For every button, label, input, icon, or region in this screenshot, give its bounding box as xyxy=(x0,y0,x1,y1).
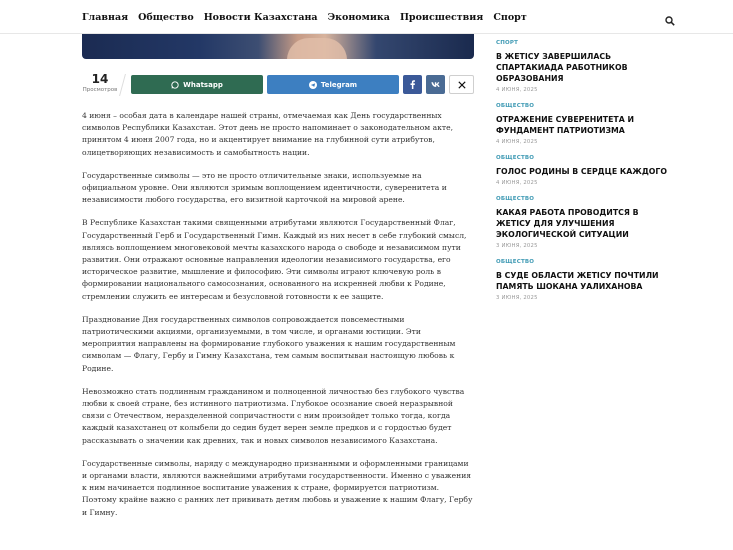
news-category-link[interactable]: ОБЩЕСТВО xyxy=(496,103,535,109)
top-navigation xyxy=(0,0,733,34)
views-label: Просмотров xyxy=(82,87,118,93)
x-share-button[interactable] xyxy=(449,75,474,94)
news-category-link[interactable]: СПОРТ xyxy=(496,40,519,46)
news-title-link[interactable]: ГОЛОС РОДИНЫ В СЕРДЦЕ КАЖДОГО xyxy=(496,167,668,176)
sidebar-latest-news xyxy=(496,40,676,311)
telegram-share-button[interactable] xyxy=(267,75,399,94)
sidebar-news-item xyxy=(496,196,676,249)
nav-menu xyxy=(82,0,683,34)
article-hero-image xyxy=(82,34,474,59)
article-paragraph: Невозможно стать подлинным гражданином и полноценной личностью без глубокого чувства любви к своей стране, без истинного патриотизма. Глубокое осознание своей неразрывной связи с Отечеством, неразделенной сопричастности с ним произойдет только тогда, когда каждый казахстанец от колыбели до седин будет верен земле предков и с гордостью будет рассказывать о значении как древних, так и новых символов независимого Казахстана. xyxy=(82,386,465,445)
views-counter xyxy=(82,72,118,93)
article-paragraph: 4 июня – особая дата в календаре нашей страны, отмечаемая как День государственных символов Республики Казахстан. Этот день не просто напоминает о законодательном акте, принятом 4 июня 2007 года, но и акцентирует внимание на глубинной сути атрибутов, олицетворяющих независимость и самобытность нации. xyxy=(82,111,454,157)
nav-item-sport[interactable]: Спорт xyxy=(493,11,527,23)
article-paragraph: Государственные символы, наряду с международно признанными и оформленными границами и органами власти, являются важнейшими атрибутами государственности. Именно с уважения к ним начинается подлинное воспитание уважения к стране, формируется патриотизм. Поэтому крайне важно с ранних лет прививать детям любовь и уважение к нашим Флагу, Гербу и Гимну. xyxy=(82,458,473,517)
news-date: 3 ИЮНЯ, 2025 xyxy=(496,243,538,249)
news-title-link[interactable]: ОТРАЖЕНИЕ СУВЕРЕНИТЕТА И ФУНДАМЕНТ ПАТРИОТИЗМА xyxy=(496,115,634,135)
news-category-link[interactable]: ОБЩЕСТВО xyxy=(496,259,535,265)
nav-item-home[interactable]: Главная xyxy=(82,11,129,23)
views-count: 14 xyxy=(91,72,109,86)
vk-share-button[interactable] xyxy=(426,75,445,94)
news-date: 4 ИЮНЯ, 2025 xyxy=(496,87,538,93)
news-category-link[interactable]: ОБЩЕСТВО xyxy=(496,196,535,202)
sidebar-news-item xyxy=(496,103,676,145)
share-divider xyxy=(119,74,126,96)
whatsapp-label: Whatsapp xyxy=(183,80,223,89)
news-date: 4 ИЮНЯ, 2025 xyxy=(496,180,538,186)
x-icon xyxy=(458,81,466,89)
news-title-link[interactable]: КАКАЯ РАБОТА ПРОВОДИТСЯ В ЖЕТІСУ ДЛЯ УЛУЧШЕНИЯ ЭКОЛОГИЧЕСКОЙ СИТУАЦИИ xyxy=(496,208,639,239)
nav-item-society[interactable]: Общество xyxy=(138,11,194,23)
whatsapp-share-button[interactable] xyxy=(131,75,263,94)
telegram-icon xyxy=(309,81,317,89)
sidebar-news-item xyxy=(496,155,676,186)
whatsapp-icon xyxy=(171,81,179,89)
nav-item-kazakhstan-news[interactable]: Новости Казахстана xyxy=(203,11,318,23)
telegram-label: Telegram xyxy=(320,80,358,89)
article-paragraph: Государственные символы — это не просто отличительные знаки, используемые на официальном уровне. Они являются зримым воплощением идентичности, суверенитета и независимости любого государства, его визитной карточкой на мировой арене. xyxy=(82,170,447,205)
vk-icon xyxy=(431,81,441,88)
nav-item-incidents[interactable]: Происшествия xyxy=(399,11,484,23)
facebook-share-button[interactable] xyxy=(403,75,422,94)
sidebar-news-item xyxy=(496,259,676,301)
hero-image-detail xyxy=(287,38,347,59)
nav-item-economy[interactable]: Экономика xyxy=(327,11,390,23)
article-paragraph: В Республике Казахстан такими священными атрибутами являются Государственный Флаг, Государственный Герб и Государственный Гимн. Каждый из них несет в себе глубокий смысл, являясь воплощением многовековой мечты казахского народа о свободе и независимом пути развития. Они отражают основные направления идеологии независимого государства, его историческое развитие, мышление и философию. Эти символы играют ключевую роль в формировании национального самосознания, основанного на искренней любви к Родине, стремлении служить ее интересам и безусловной готовности к ее защите. xyxy=(82,218,467,301)
sidebar-news-item xyxy=(496,40,676,93)
search-icon[interactable] xyxy=(665,11,677,23)
news-category-link[interactable]: ОБЩЕСТВО xyxy=(496,155,535,161)
news-date: 3 ИЮНЯ, 2025 xyxy=(496,295,538,301)
article-body xyxy=(82,110,474,530)
news-title-link[interactable]: В ЖЕТІСУ ЗАВЕРШИЛАСЬ СПАРТАКИАДА РАБОТНИКОВ ОБРАЗОВАНИЯ xyxy=(496,52,628,83)
article-paragraph: Празднование Дня государственных символов сопровождается повсеместными патриотическими акциями, организуемыми, в том числе, и органами юстиции. Эти мероприятия направлены на формирование глубокого уважения к нашим государственным символам — Флагу, Гербу и Гимну Казахстана, тем самым воспитывая настоящую любовь к Родине. xyxy=(82,314,456,373)
news-date: 4 ИЮНЯ, 2025 xyxy=(496,139,538,145)
share-bar xyxy=(82,72,474,98)
news-title-link[interactable]: В СУДЕ ОБЛАСТИ ЖЕТІСУ ПОЧТИЛИ ПАМЯТЬ ШОКАНА УАЛИХАНОВА xyxy=(496,271,659,291)
facebook-icon xyxy=(409,80,416,89)
